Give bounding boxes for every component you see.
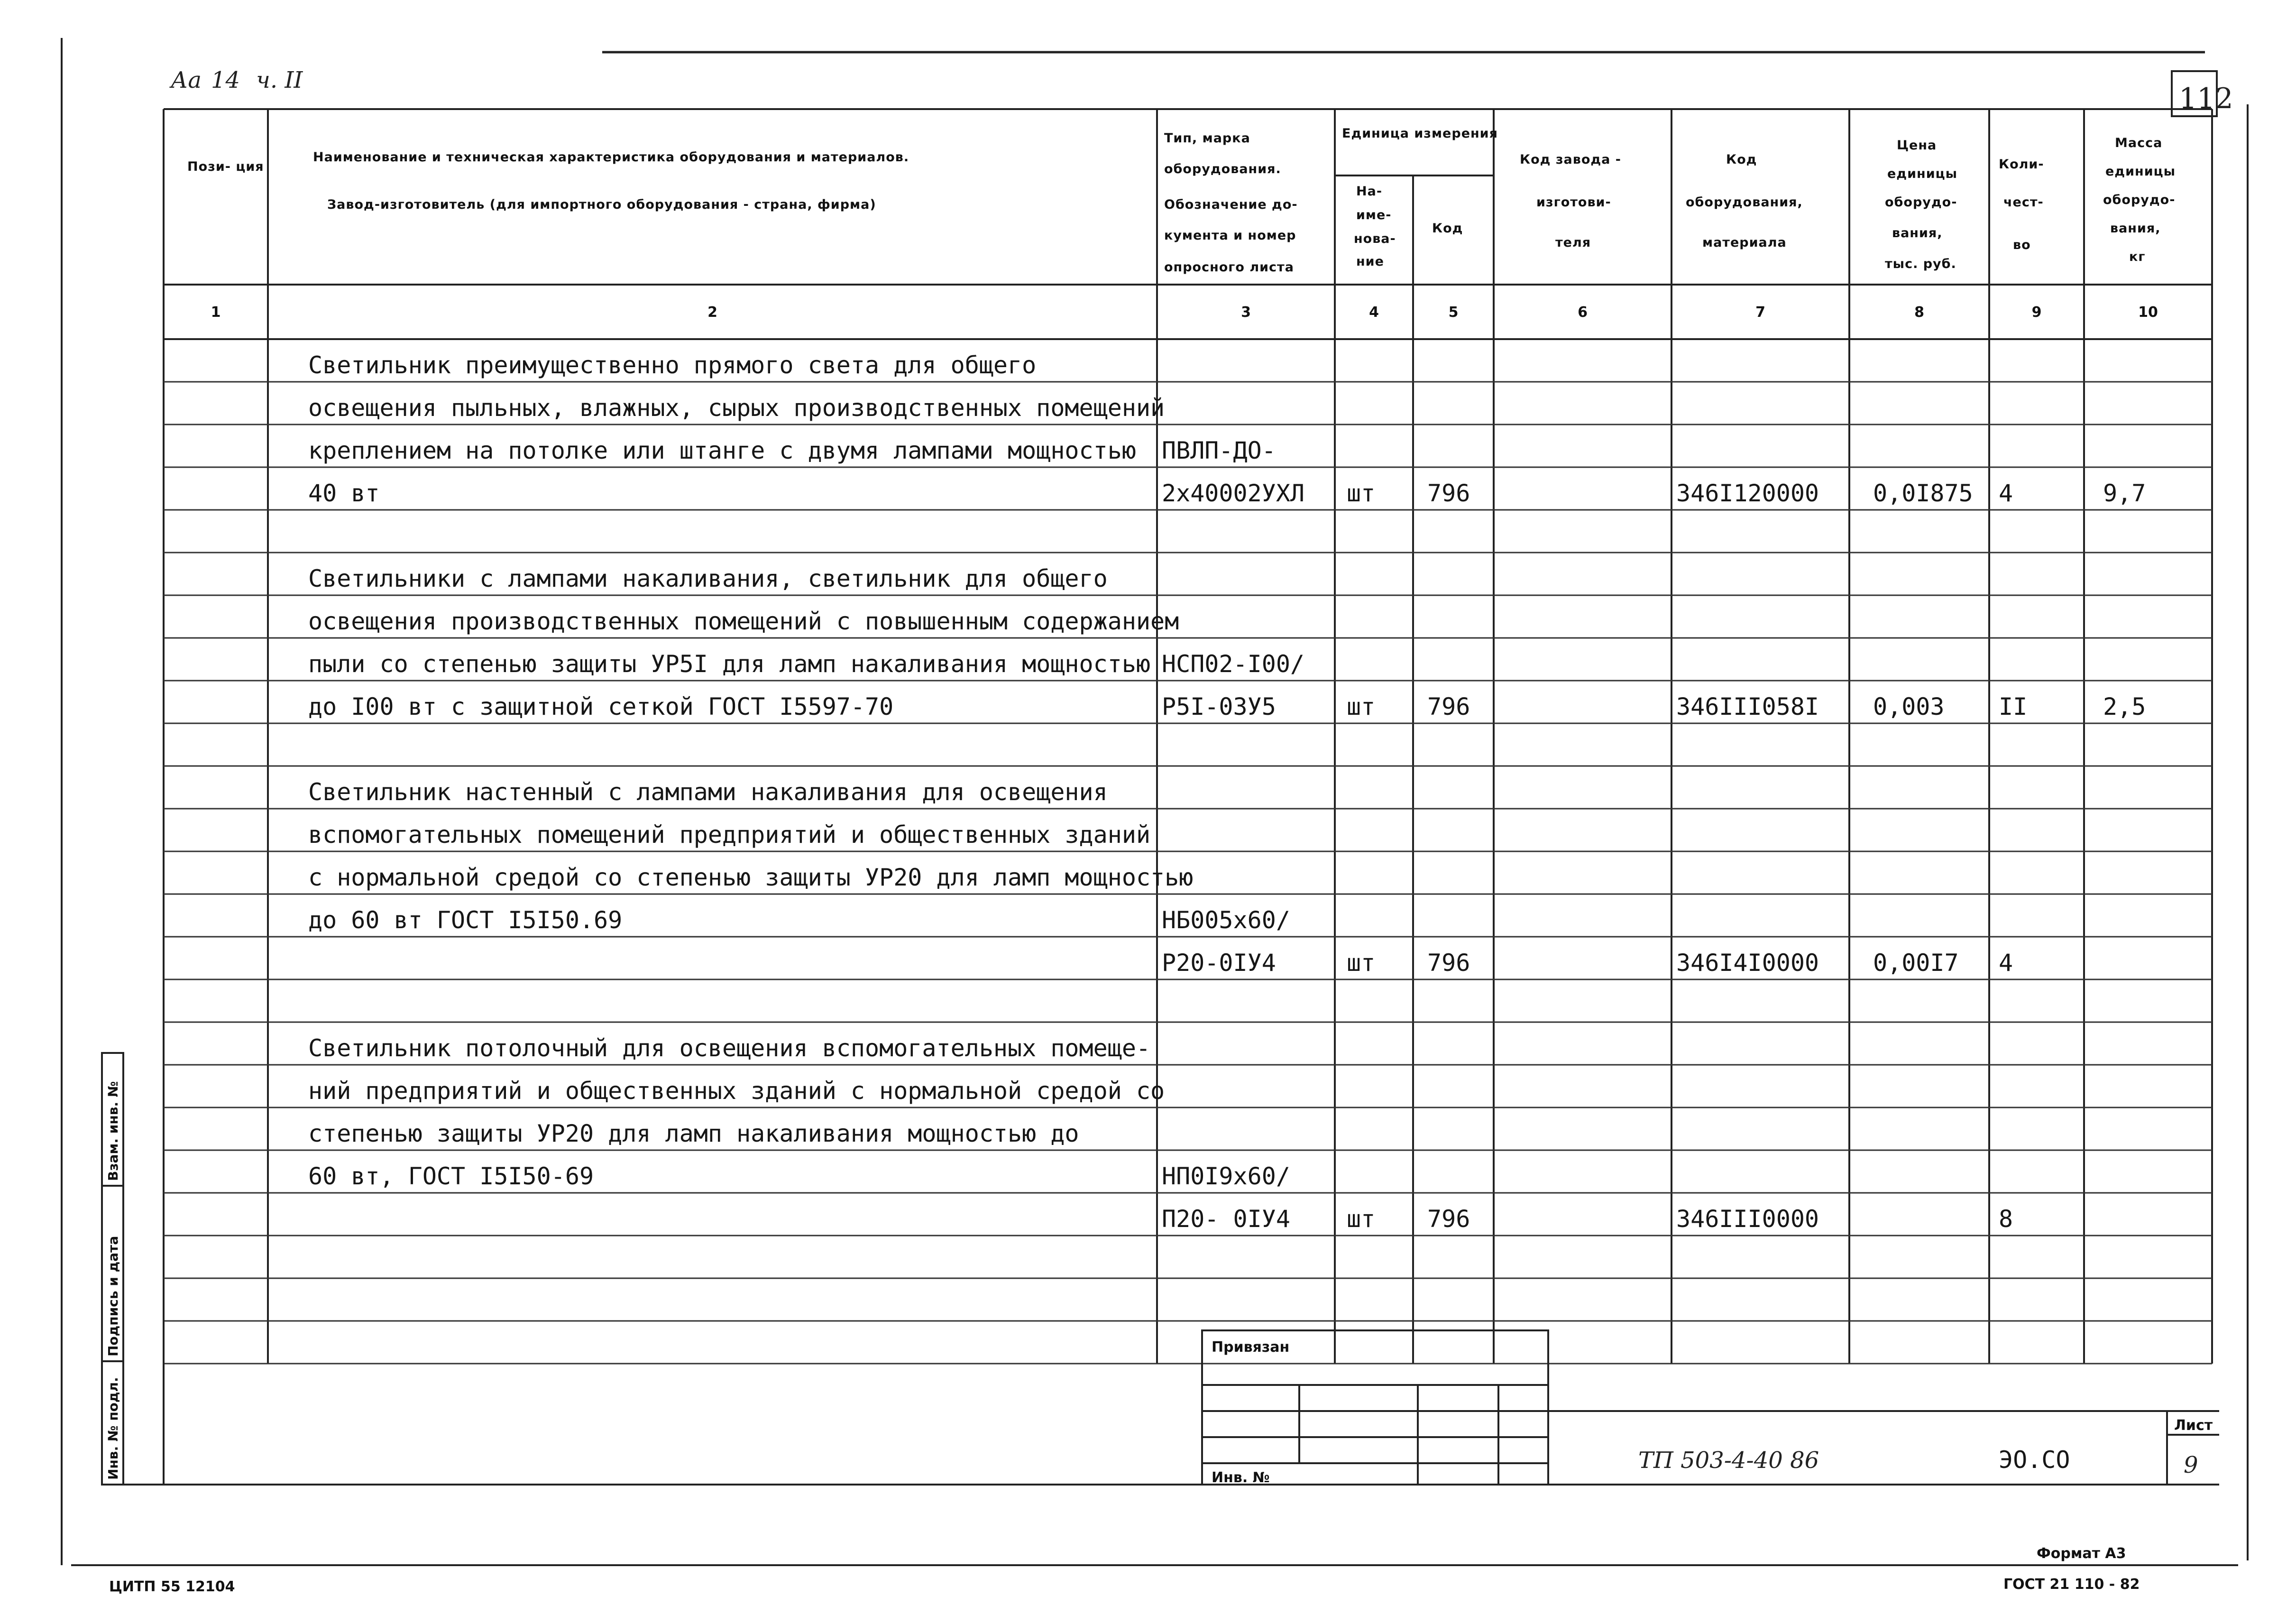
cell-type: Р5I-03У5: [1162, 693, 1276, 720]
header-factory-code-2: теля: [1555, 235, 1591, 250]
side-label-signature-date: Подпись и дата: [105, 1236, 121, 1356]
stamp-list-no: 9: [2184, 1452, 2198, 1478]
header-unit-name-3: ние: [1356, 254, 1384, 269]
cell-name: Светильник потолочный для освещения вспомогательных помеще-: [308, 1034, 1151, 1062]
column-number: 7: [1755, 304, 1765, 321]
stamp-doc-code: ТП 503-4-40 86: [1638, 1447, 1819, 1474]
cell-name: вспомогательных помещений предприятий и общественных зданий: [308, 821, 1151, 849]
cell-mass: 9,7: [2103, 480, 2146, 507]
cell-name: 60 вт, ГОСТ I5I50-69: [308, 1163, 594, 1190]
cell-name: ний предприятий и общественных зданий с нормальной средой со: [308, 1077, 1165, 1105]
cell-name: Светильники с лампами накаливания, светильник для общего: [308, 565, 1108, 592]
cell-type: Р20-0IУ4: [1162, 949, 1276, 977]
column-number: 6: [1578, 304, 1588, 321]
header-position: Пози- ция: [187, 159, 264, 174]
header-price-3: вания,: [1892, 226, 1943, 240]
stamp-section: ЭО.СО: [1999, 1446, 2070, 1474]
header-equip-code-0: Код: [1726, 152, 1757, 167]
cell-code: 796: [1427, 693, 1470, 720]
footer-format: Формат А3: [2037, 1545, 2126, 1562]
cell-code: 796: [1427, 480, 1470, 507]
side-label-inv-original: Инв. № подл.: [105, 1377, 121, 1480]
header-unit-code: Код: [1432, 221, 1463, 236]
top-note-left: Аа: [171, 67, 202, 93]
header-qty-1: чест-: [2003, 195, 2044, 210]
column-number: 10: [2138, 304, 2158, 321]
cell-qty: 4: [1999, 480, 2013, 507]
cell-name: Светильник преимущественно прямого света для общего: [308, 351, 1037, 379]
cell-type: НБ005х60/: [1162, 906, 1290, 934]
header-equip-code-1: оборудования,: [1686, 195, 1803, 210]
cell-code: 796: [1427, 1205, 1470, 1233]
cell-unit: шт: [1347, 480, 1376, 507]
footer-gost: ГОСТ 21 110 - 82: [2003, 1576, 2140, 1593]
stamp-privyazan: Привязан: [1212, 1339, 1290, 1356]
cell-type: НСП02-I00/: [1162, 650, 1305, 678]
cell-name: освещения пыльных, влажных, сырых производственных помещений: [308, 394, 1165, 422]
title-block: [123, 1313, 2219, 1485]
cell-unit: шт: [1347, 949, 1376, 977]
cell-name: с нормальной средой со степенью защиты УР20 для ламп мощностью: [308, 864, 1194, 891]
cell-equip: 346I4I0000: [1676, 949, 1819, 977]
cell-qty: 8: [1999, 1205, 2013, 1233]
top-note-album: 14: [211, 67, 240, 93]
cell-equip: 346III0000: [1676, 1205, 1819, 1233]
top-note-part: ч. II: [256, 67, 303, 93]
stamp-list-label: Лист: [2174, 1417, 2213, 1434]
header-unit-name-0: На-: [1356, 184, 1383, 199]
cell-unit: шт: [1347, 1205, 1376, 1233]
cell-type: ПВЛП-ДО-: [1162, 437, 1276, 464]
cell-name: креплением на потолке или штанге с двумя лампами мощностью: [308, 437, 1136, 464]
column-numbers-row: [211, 304, 2158, 321]
cell-name: пыли со степенью защиты УР5I для ламп накаливания мощностью: [308, 650, 1151, 678]
header-price-2: оборудо-: [1885, 195, 1957, 210]
header-unit-name-2: нова-: [1354, 231, 1396, 246]
header-mass-4: кг: [2129, 249, 2146, 264]
column-number: 8: [1914, 304, 1924, 321]
header-price-1: единицы: [1887, 166, 1958, 181]
cell-name: 40 вт: [308, 480, 380, 507]
header-qty-0: Коли-: [1999, 157, 2044, 172]
header-type-4: опросного листа: [1164, 260, 1294, 275]
cell-name: освещения производственных помещений с повышенным содержанием: [308, 608, 1179, 635]
cell-type: НП0I9х60/: [1162, 1163, 1290, 1190]
stamp-inv-no: Инв. №: [1212, 1469, 1270, 1486]
header-price-4: тыс. руб.: [1885, 257, 1956, 271]
header-name-line1: Наименование и техническая характеристика оборудования и материалов.: [313, 150, 909, 165]
header-type-3: кумента и номер: [1164, 228, 1296, 243]
header-type-2: Обозначение до-: [1164, 197, 1298, 212]
header-mass-1: единицы: [2105, 164, 2176, 179]
header-unit: Единица измерения: [1342, 126, 1498, 141]
table-header: [187, 126, 2176, 275]
header-price-0: Цена: [1897, 138, 1937, 153]
header-mass-3: вания,: [2110, 221, 2161, 236]
side-label-replace-inv: Взам. инв. №: [105, 1081, 121, 1181]
cell-code: 796: [1427, 949, 1470, 977]
cell-unit: шт: [1347, 693, 1376, 720]
column-number: 9: [2031, 304, 2042, 321]
header-name-line2: Завод-изготовитель (для импортного оборудования - страна, фирма): [327, 197, 876, 212]
cell-equip: 346I120000: [1676, 480, 1819, 507]
header-mass-0: Масса: [2115, 136, 2163, 150]
header-unit-name-1: име-: [1356, 208, 1392, 222]
cell-name: Светильник настенный с лампами накаливания для освещения: [308, 778, 1108, 806]
cell-price: 0,003: [1873, 693, 1945, 720]
header-type-0: Тип, марка: [1164, 131, 1250, 146]
cell-name: до I00 вт с защитной сеткой ГОСТ I5597-70: [308, 693, 894, 720]
header-qty-2: во: [2013, 238, 2031, 252]
cell-name: до 60 вт ГОСТ I5I50.69: [308, 906, 623, 934]
cell-price: 0,00I7: [1873, 949, 1959, 977]
cell-name: степенью защиты УР20 для ламп накаливания мощностью до: [308, 1120, 1079, 1147]
cell-qty: 4: [1999, 949, 2013, 977]
column-number: 5: [1448, 304, 1459, 321]
header-type-1: оборудования.: [1164, 162, 1281, 176]
header-equip-code-2: материала: [1702, 235, 1787, 250]
cell-equip: 346III058I: [1676, 693, 1819, 720]
column-number: 2: [707, 304, 717, 321]
table-body: [308, 351, 2146, 1233]
sheet-number-top: 112: [2179, 82, 2233, 115]
column-number: 4: [1369, 304, 1379, 321]
cell-type: 2х40002УХЛ: [1162, 480, 1305, 507]
footer-left: ЦИТП 55 12104: [109, 1578, 235, 1595]
column-number: 1: [211, 304, 221, 321]
cell-mass: 2,5: [2103, 693, 2146, 720]
cell-qty: II: [1999, 693, 2028, 720]
cell-price: 0,0I875: [1873, 480, 1973, 507]
cell-type: П20- 0IУ4: [1162, 1205, 1290, 1233]
header-mass-2: оборудо-: [2103, 193, 2176, 207]
header-factory-code-1: изготови-: [1536, 195, 1611, 210]
header-factory-code-0: Код завода -: [1520, 152, 1621, 167]
column-number: 3: [1241, 304, 1251, 321]
